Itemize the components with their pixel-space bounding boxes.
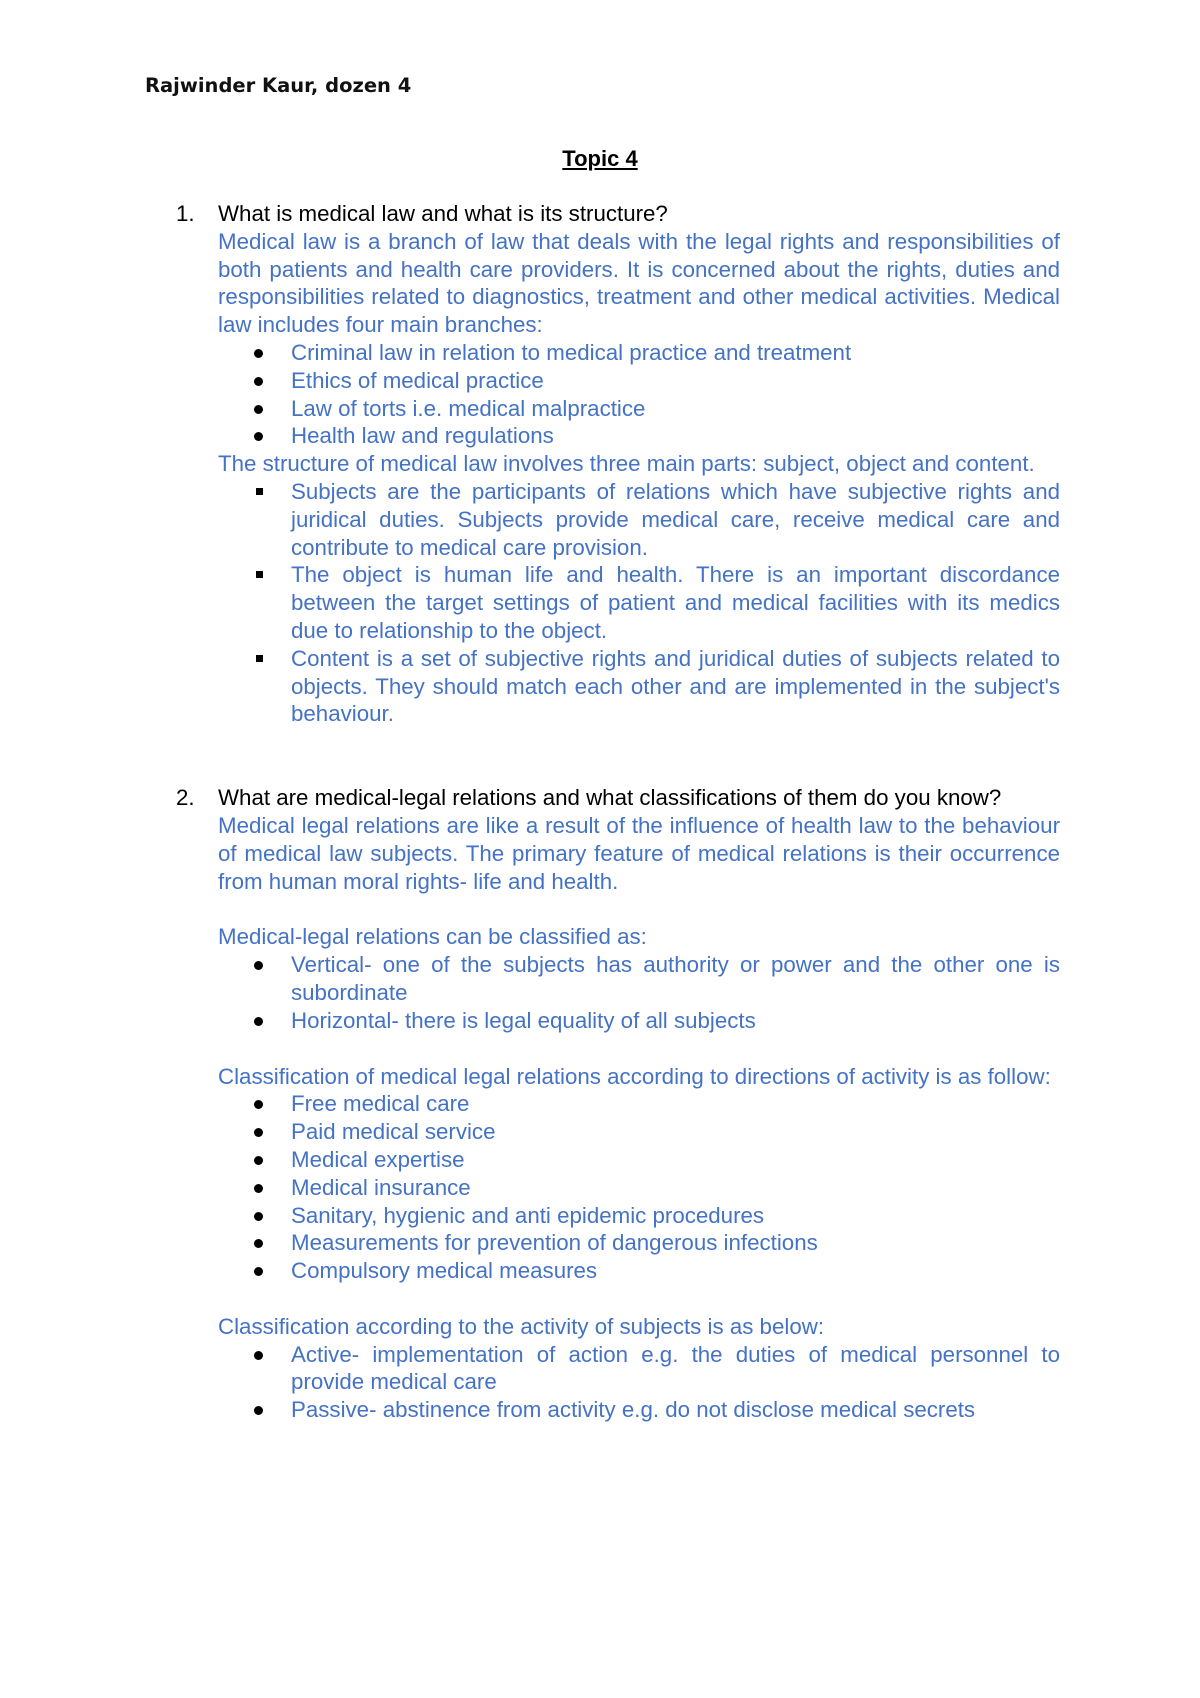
activity-directions-list [218, 1090, 1060, 1285]
question-number: 2. [176, 785, 195, 811]
list-item: Medical expertise [291, 1146, 1060, 1174]
question-text: What are medical-legal relations and what classifications of them do you know? [218, 785, 1002, 811]
list-item: Criminal law in relation to medical practice and treatment [291, 339, 1060, 367]
list-item: Measurements for prevention of dangerous infections [291, 1229, 1060, 1257]
answer-paragraph: Classification according to the activity of subjects is as below: [218, 1313, 825, 1339]
list-item: Medical insurance [291, 1174, 1060, 1202]
question-number: 1. [176, 201, 195, 226]
answer-paragraph: The structure of medical law involves three main parts: subject, object and content. [218, 451, 1035, 477]
list-item: Paid medical service [291, 1118, 1060, 1146]
list-item: Compulsory medical measures [291, 1257, 1060, 1285]
list-item: Active- implementation of action e.g. the duties of medical personnel to provide medical care [291, 1341, 1060, 1395]
answer-paragraph: Medical legal relations are like a result of the influence of health law to the behaviour of medical law subjects. The primary feature of medical relations is their occurrence from human moral rights- life and health. [218, 812, 1060, 894]
list-item: Health law and regulations [291, 422, 1060, 450]
list-item: The object is human life and health. There is an important discordance between the target settings of patient and medical facilities with its medics due to relationship to the object. [291, 562, 1060, 643]
question-2 [176, 784, 1060, 1424]
subject-activity-list [218, 1341, 1060, 1424]
question-1 [176, 200, 1060, 728]
page-title: Topic 4 [562, 146, 638, 171]
list-item: Vertical- one of the subjects has authority or power and the other one is subordinate [291, 952, 1060, 1005]
list-item: Subjects are the participants of relations which have subjective rights and juridical duties. Subjects provide medical care, receive medical care and contribute to medical care provision. [291, 478, 1060, 560]
answer-paragraph: Classification of medical legal relations according to directions of activity is as follow: [218, 1063, 1051, 1089]
answer-paragraph: Medical-legal relations can be classified as: [218, 924, 647, 950]
branches-list [218, 339, 1060, 450]
list-item: Ethics of medical practice [291, 367, 1060, 395]
list-item: Law of torts i.e. medical malpractice [291, 395, 1060, 423]
list-item: Content is a set of subjective rights and juridical duties of subjects related to objects. They should match each other and are implemented in the subject's behaviour. [291, 645, 1060, 727]
list-item: Passive- abstinence from activity e.g. do not disclose medical secrets [291, 1396, 1060, 1424]
document-body [176, 200, 1060, 1424]
list-item: Sanitary, hygienic and anti epidemic procedures [291, 1202, 1060, 1230]
question-text: What is medical law and what is its structure? [218, 201, 668, 226]
answer-paragraph: Medical law is a branch of law that deals with the legal rights and responsibilities of both patients and health care providers. It is concerned about the rights, duties and responsibilities related to diagnostics, treatment and other medical activities. Medical law includes four main branches: [218, 228, 1060, 338]
list-item: Free medical care [291, 1090, 1060, 1118]
structure-parts-list [218, 478, 1060, 728]
list-item: Horizontal- there is legal equality of all subjects [291, 1007, 1060, 1035]
author-header: Rajwinder Kaur, dozen 4 [145, 74, 412, 97]
classification-list [218, 951, 1060, 1034]
